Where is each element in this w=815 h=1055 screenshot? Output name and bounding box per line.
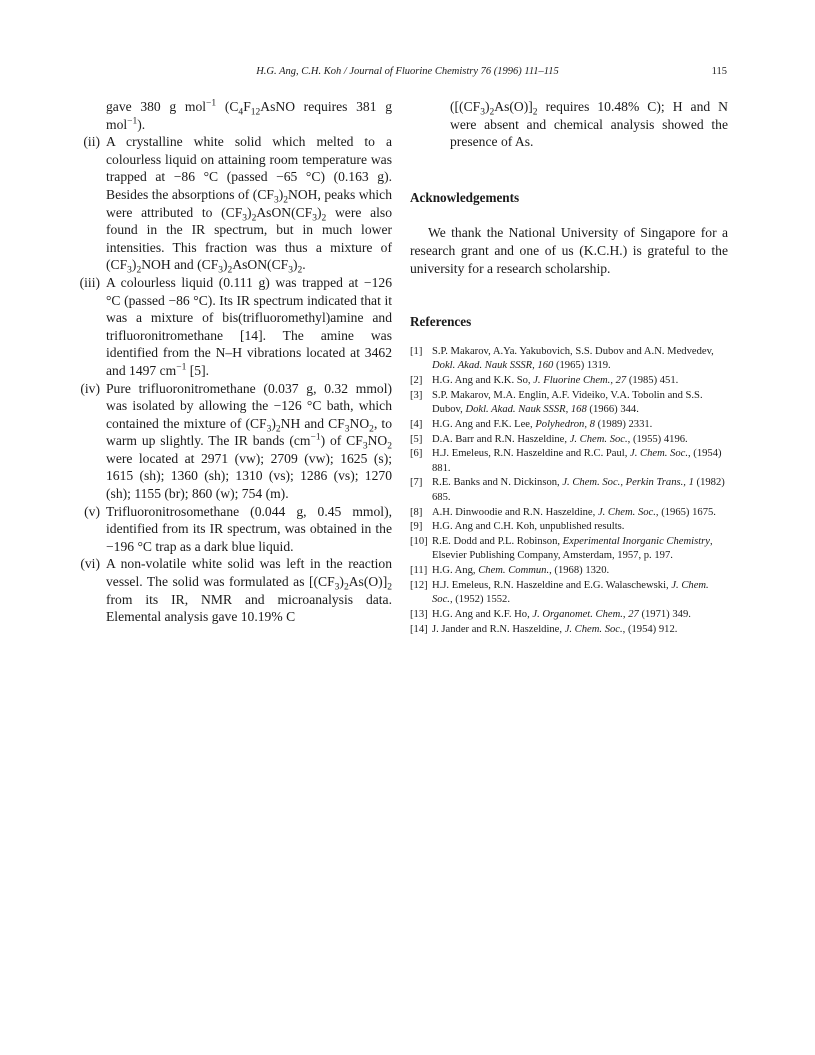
continued-paragraph: ($[(CF_3)_2As(O)]_2$ requires 10.48% C); H and N were absent and chemical analysis showed the presence of As. (450, 99, 728, 150)
reference-item (410, 608, 728, 622)
references-heading: References (410, 314, 472, 330)
reference-number: [6] (410, 448, 423, 460)
list-item-number: (iv) (80, 380, 100, 396)
reference-text: J. Jander and R.N. Haszeldine, J. Chem. Soc., (1954) 912. (432, 623, 678, 635)
reference-item (410, 506, 728, 520)
reference-item (410, 579, 728, 608)
reference-item (410, 418, 728, 432)
running-header (0, 66, 815, 82)
reference-item (410, 345, 728, 374)
reference-item (410, 520, 728, 534)
reference-text: R.E. Dodd and P.L. Robinson, Experimental Inorganic Chemistry, Elsevier Publishing Company, Amsterdam, 1957, p. 197. (432, 536, 713, 562)
list-item-text: A non-volatile white solid was left in the reaction vessel. The solid was formulated as $[(CF_3)_2As(O)]_2$ from its IR, NMR and microanalysis data. Elemental analysis gave 10.19% C (106, 556, 392, 625)
reference-item (410, 374, 728, 388)
list-item-vi (66, 555, 392, 625)
acknowledgements-heading: Acknowledgements (410, 189, 520, 205)
reference-item (410, 447, 728, 476)
list-item-text: Trifluoronitrosomethane (0.044 g, 0.45 mmol), identified from its IR spectrum, was obtained in the −196 °C trap as a dark blue liquid. (106, 503, 392, 554)
reference-list (410, 345, 728, 637)
reference-text: S.P. Makarov, M.A. Englin, A.F. Videiko, V.A. Tobolin and S.S. Dubov, Dokl. Akad. Nauk SSSR, 168 (1966) 344. (432, 389, 703, 415)
reference-number: [9] (410, 521, 423, 533)
reference-number: [1] (410, 345, 423, 357)
list-item-number: (vi) (80, 556, 100, 572)
reference-number: [10] (410, 536, 428, 548)
page-number: 115 (711, 66, 727, 77)
reference-number: [2] (410, 374, 423, 386)
reference-item (410, 564, 728, 578)
list-item-number: (v) (84, 503, 100, 519)
reference-item (410, 389, 728, 418)
acknowledgements-text: We thank the National University of Singapore for a research grant and one of us (K.C.H.) is grateful to the university for a research scholarship. (410, 225, 728, 276)
left-column (66, 98, 392, 626)
reference-number: [12] (410, 580, 428, 591)
reference-number: [14] (410, 623, 428, 635)
reference-text: H.G. Ang and C.H. Koh, unpublished results. (432, 521, 625, 533)
continued-paragraph: gave 380 g mol$^{-1}$ ($C_4F_{12}AsNO$ requires 381 g mol$^{-1}$). (106, 98, 392, 132)
reference-text: D.A. Barr and R.N. Haszeldine, J. Chem. Soc., (1955) 4196. (432, 433, 688, 445)
reference-item (410, 623, 728, 637)
reference-number: [3] (410, 389, 423, 401)
reference-number: [4] (410, 418, 423, 430)
reference-number: [11] (410, 565, 428, 577)
reference-text: H.G. Ang and K.K. So, J. Fluorine Chem., 27 (1985) 451. (432, 374, 679, 386)
reference-item (410, 433, 728, 447)
list-item-iv (66, 380, 392, 503)
reference-text: H.G. Ang and F.K. Lee, Polyhedron, 8 (1989) 2331. (432, 418, 653, 430)
list-item-text: Pure trifluoronitromethane (0.037 g, 0.32 mmol) was isolated by allowing the −126 °C bath, which contained the mixture of $(CF_3)_2NH$ and $CF_3NO_2$, to warm up slightly. The IR bands $(cm^{-1})$ of $CF_3NO_2$ were located at 2971 (vw); 2709 (vw); 1625 (s); 1615 (sh); 1360 (sh); 1310 (vs); 1286 (vs); 1270 (sh); 1155 (br); 860 (w); 754 (m). (106, 380, 393, 502)
reference-text: H.G. Ang and K.F. Ho, J. Organomet. Chem., 27 (1971) 349. (432, 609, 691, 621)
reference-text: H.G. Ang, Chem. Commun., (1968) 1320. (432, 565, 610, 577)
reference-number: [7] (410, 477, 423, 489)
reference-text: H.J. Emeleus, R.N. Haszeldine and R.C. Paul, J. Chem. Soc., (1954) 881. (432, 448, 722, 474)
right-column (410, 98, 728, 638)
reference-number: [5] (410, 433, 423, 445)
reference-item (410, 535, 728, 564)
reference-text: R.E. Banks and N. Dickinson, J. Chem. Soc., Perkin Trans., 1 (1982) 685. (432, 477, 725, 503)
list-item-number: (ii) (83, 134, 100, 150)
list-item-text: A crystalline white solid which melted to a colourless liquid on attaining room temperature was trapped at −86 °C (passed −65 °C) (0.163 g). Besides the absorptions of $(CF_3)_2NOH$, peaks which were attributed to $(CF_3)_2AsON(CF_3)_2$ were also found in the IR spectrum, but in much lower intensities. This fraction was thus a mixture of $(CF_3)_2NOH$ and $(CF_3)_2AsON(CF_3)_2$. (106, 134, 392, 277)
reference-number: [8] (410, 506, 423, 518)
reference-text: H.J. Emeleus, R.N. Haszeldine and E.G. Walaschewski, J. Chem. Soc., (1952) 1552. (432, 580, 709, 606)
list-item-iii (66, 274, 392, 380)
list-item-v (66, 503, 392, 556)
reference-text: A.H. Dinwoodie and R.N. Haszeldine, J. Chem. Soc., (1965) 1675. (432, 506, 716, 518)
list-item-number: (iii) (79, 274, 100, 290)
reference-item (410, 476, 728, 505)
list-item-text: A colourless liquid (0.111 g) was trapped at −126 °C (passed −86 °C). Its IR spectrum indicated that it was a mixture of bis(trifluoromethyl)amine and trifluoronitromethane [14]. The amine was identified from the N–H vibrations located at 3462 and 1497 $cm^{-1}$ [5]. (106, 274, 392, 378)
reference-number: [13] (410, 609, 428, 621)
running-title: H.G. Ang, C.H. Koh / Journal of Fluorine Chemistry 76 (1996) 111–115 (256, 66, 559, 77)
list-item-ii (66, 133, 392, 277)
reference-text: S.P. Makarov, A.Ya. Yakubovich, S.S. Dubov and A.N. Medvedev, Dokl. Akad. Nauk SSSR, 160 (1965) 1319. (432, 345, 714, 372)
